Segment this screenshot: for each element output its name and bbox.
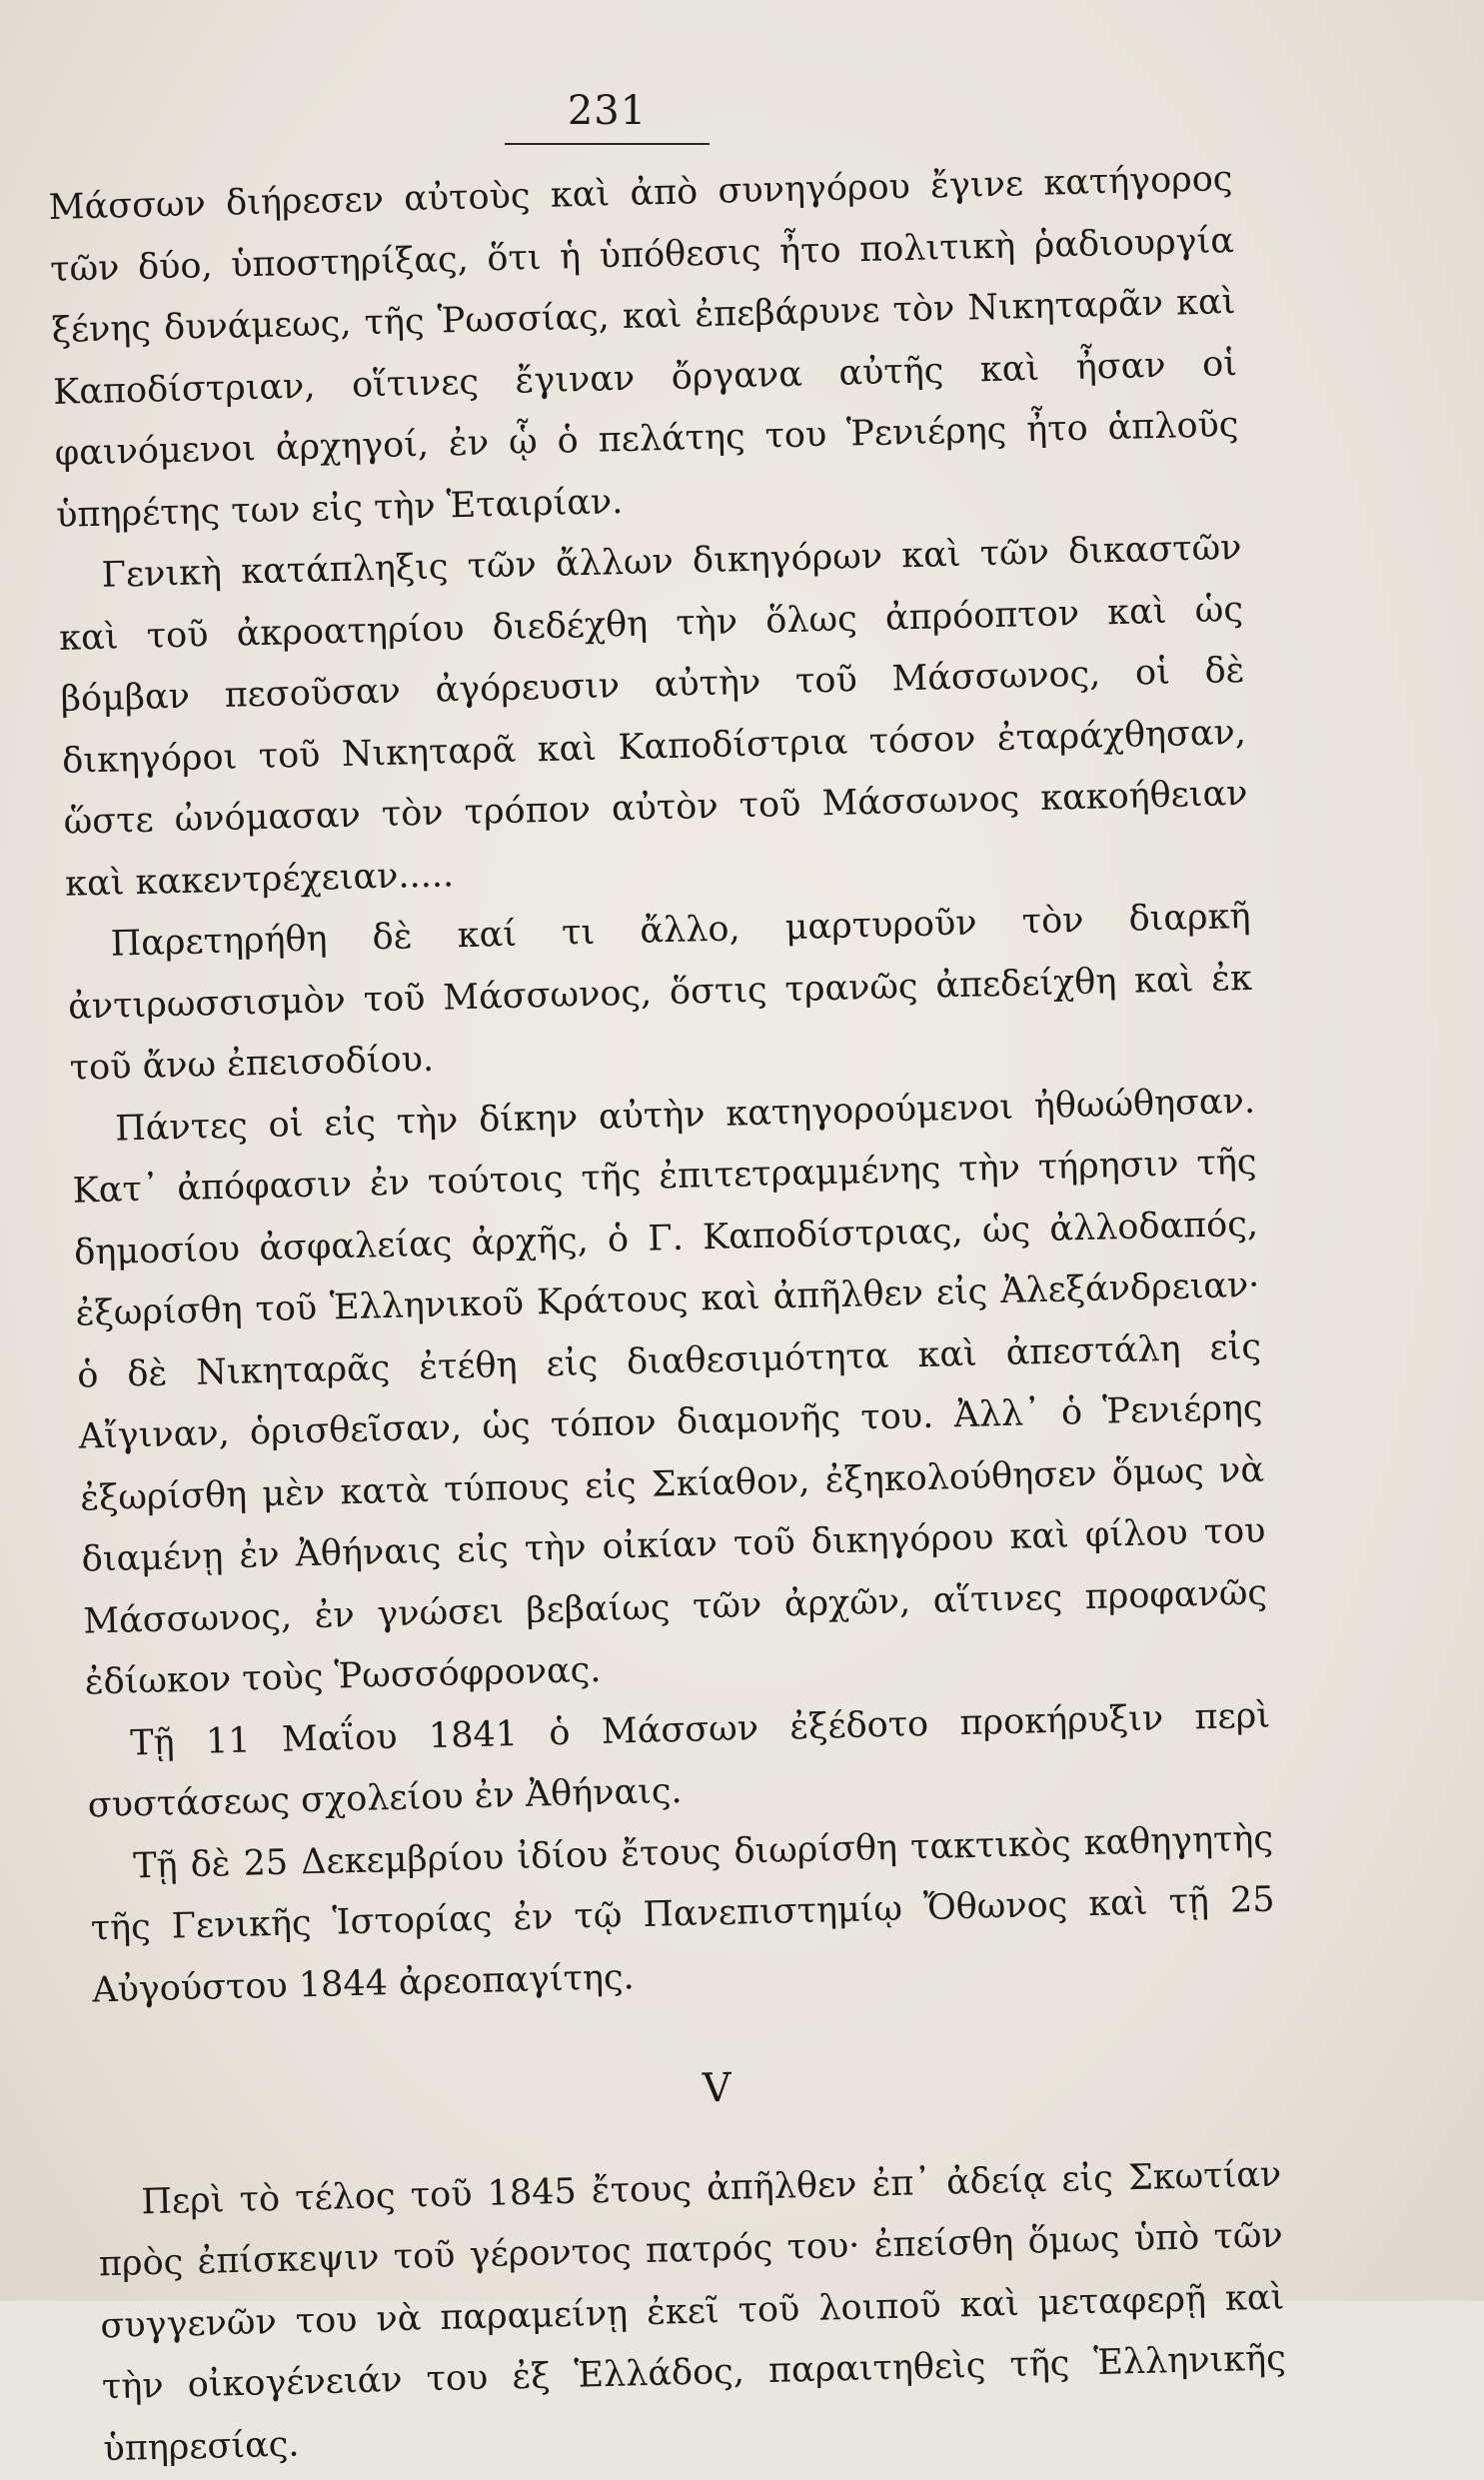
paragraph: Γενικὴ κατάπληξις τῶν ἄλλων δικηγόρων καὶ τῶν δικαστῶν καὶ τοῦ ἀκροατηρίου διεδέχθη τὴν ὅλως ἀπρόοπτον καὶ ὡς βόμβαν πεσοῦσαν ἀγόρευσιν αὐτὴν τοῦ Μάσσωνος, οἱ δὲ δικηγόροι τοῦ Νικηταρᾶ καὶ Καποδίστρια τόσον ἐταράχθησαν, ὥστε ὠνόμασαν τὸν τρόπον αὐτὸν τοῦ Μάσσωνος κακοήθειαν καὶ κακεντρέχειαν..... [58,527,1248,905]
header-rule [505,143,710,145]
paragraph: Πάντες οἱ εἰς τὴν δίκην αὐτὴν κατηγορούμενοι ἠθωώθησαν. Κατ᾽ ἀπόφασιν ἐν τούτοις τῆς ἐπιτετραμμένης τὴν τήρησιν τῆς δημοσίου ἀσφαλείας ἀρχῆς, ὁ Γ. Καποδίστριας, ὡς ἀλλοδαπός, ἐξωρίσθη τοῦ Ἑλληνικοῦ Κράτους καὶ ἀπῆλθεν εἰς Ἀλεξάνδρειαν· ὁ δὲ Νικηταρᾶς ἐτέθη εἰς διαθεσιμότητα καὶ ἀπεστάλη εἰς Αἴγιναν, ὁρισθεῖσαν, ὡς τόπον διαμονῆς του. Ἀλλ᾽ ὁ Ῥενιέρης ἐξωρίσθη μὲν κατὰ τύπους εἰς Σκίαθον, ἐξηκολούθησεν ὅμως νὰ διαμένῃ ἐν Ἀθήναις εἰς τὴν οἰκίαν τοῦ δικηγόρου καὶ φίλου του Μάσσωνος, ἐν γνώσει βεβαίως τῶν ἀρχῶν, αἵτινες προφανῶς ἐδίωκον τοὺς Ῥωσσόφρονας. [72,1081,1268,1703]
paragraph: Περὶ τὸ τέλος τοῦ 1845 ἔτους ἀπῆλθεν ἐπ᾽ ἀδείᾳ εἰς Σκωτίαν πρὸς ἐπίσκεψιν τοῦ γέροντος πατρός του· ἐπείσθη ὅμως ὑπὸ τῶν συγγενῶν του νὰ παραμείνῃ ἐκεῖ τοῦ λοιποῦ καὶ μεταφερῇ καὶ τὴν οἰκογένειάν του ἐξ Ἑλλάδος, παραιτηθεὶς τῆς Ἑλληνικῆς ὑπηρεσίας. [98,2153,1287,2469]
section-heading: V [702,2064,733,2112]
body-text [48,149,1288,2480]
paragraph: Τῇ 11 Μαΐου 1841 ὁ Μάσσων ἐξέδοτο προκήρυξιν περὶ συστάσεως σχολείου ἐν Ἀθήναις. [87,1695,1271,1826]
paragraph-continued: Μάσσων διήρεσεν αὐτοὺς καὶ ἀπὸ συνηγόρου ἔγινε κατήγορος τῶν δύο, ὑποστηρίξας, ὅτι ἡ ὑπόθεσις ἦτο πολιτικὴ ῥαδιουργία ξένης δυνάμεως, τῆς Ῥωσσίας, καὶ ἐπεβάρυνε τὸν Νικηταρᾶν καὶ Καποδίστριαν, οἵτινες ἔγιναν ὄργανα αὐτῆς καὶ ἦσαν οἱ φαινόμενοι ἀρχηγοί, ἐν ᾧ ὁ πελάτης του Ῥενιέρης ἦτο ἁπλοῦς ὑπηρέτης των εἰς τὴν Ἑταιρίαν. [48,159,1239,536]
paragraph: Παρετηρήθη δὲ καί τι ἄλλο, μαρτυροῦν τὸν διαρκῆ ἀντιρωσσισμὸν τοῦ Μάσσωνος, ὅστις τρανῶς ἀπεδείχθη καὶ ἐκ τοῦ ἄνω ἐπεισοδίου. [67,896,1253,1089]
page-number: 231 [567,88,648,134]
paragraph: Τῇ δὲ 25 Δεκεμβρίου ἰδίου ἔτους διωρίσθη τακτικὸς καθηγητὴς τῆς Γενικῆς Ἱστορίας ἐν τῷ Πανεπιστημίῳ Ὄθωνος καὶ τῇ 25 Αὐγούστου 1844 ἀρεοπαγίτης. [90,1818,1275,2010]
